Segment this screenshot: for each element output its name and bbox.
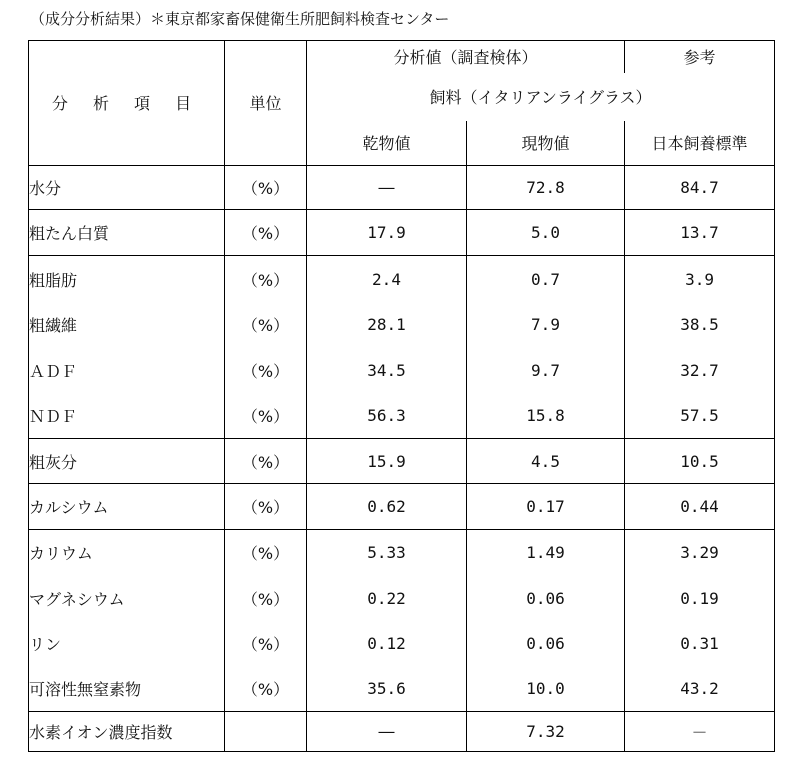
table-row (29, 529, 775, 575)
header-analysis-value: 分析値（調査検体） (307, 41, 625, 73)
row-name: カリウム (29, 529, 225, 575)
table-caption: （成分分析結果）＊東京都家畜保健衛生所肥飼料検査センター (30, 10, 450, 28)
row-actual: 4.5 (467, 439, 625, 484)
header-reference: 参考 (625, 41, 775, 73)
row-name: リン (29, 621, 225, 666)
row-unit: （%） (225, 393, 307, 438)
row-actual: 7.32 (467, 711, 625, 751)
row-std: 0.44 (625, 484, 775, 529)
header-dry: 乾物値 (307, 121, 467, 165)
row-unit: （%） (225, 529, 307, 575)
table-row (29, 302, 775, 347)
row-std: 3.9 (625, 256, 775, 302)
row-dry: 5.33 (307, 529, 467, 575)
row-name: マグネシウム (29, 575, 225, 620)
row-dry: 15.9 (307, 439, 467, 484)
row-name: ＮＤＦ (29, 393, 225, 438)
table-row (29, 484, 775, 529)
row-unit: （%） (225, 666, 307, 711)
row-actual: 0.06 (467, 621, 625, 666)
header-row-1 (29, 41, 775, 73)
row-name: 粗繊維 (29, 302, 225, 347)
row-dry: ― (307, 711, 467, 751)
row-actual: 0.06 (467, 575, 625, 620)
row-std: 32.7 (625, 347, 775, 393)
table-row (29, 575, 775, 620)
row-std: － (625, 711, 775, 751)
row-name: 可溶性無窒素物 (29, 666, 225, 711)
row-unit: （%） (225, 256, 307, 302)
table-row (29, 165, 775, 209)
row-dry: 56.3 (307, 393, 467, 438)
row-dry: 34.5 (307, 347, 467, 393)
row-dry: ― (307, 165, 467, 209)
row-name: 水素イオン濃度指数 (29, 711, 225, 751)
row-std: 13.7 (625, 209, 775, 255)
row-unit: （%） (225, 302, 307, 347)
header-standard: 日本飼養標準 (625, 121, 775, 165)
table-row (29, 439, 775, 484)
row-name: 水分 (29, 165, 225, 209)
row-std: 0.31 (625, 621, 775, 666)
row-unit: （%） (225, 439, 307, 484)
row-actual: 0.7 (467, 256, 625, 302)
table-row (29, 209, 775, 255)
header-unit: 単位 (225, 41, 307, 166)
row-actual: 1.49 (467, 529, 625, 575)
row-name: 粗たん白質 (29, 209, 225, 255)
row-std: 43.2 (625, 666, 775, 711)
table-row (29, 711, 775, 751)
row-dry: 2.4 (307, 256, 467, 302)
analysis-table (28, 40, 775, 752)
row-name: 粗灰分 (29, 439, 225, 484)
row-std: 0.19 (625, 575, 775, 620)
row-dry: 0.12 (307, 621, 467, 666)
row-actual: 9.7 (467, 347, 625, 393)
row-dry: 0.22 (307, 575, 467, 620)
row-std: 3.29 (625, 529, 775, 575)
table-row (29, 393, 775, 438)
row-actual: 0.17 (467, 484, 625, 529)
header-actual: 現物値 (467, 121, 625, 165)
row-std: 10.5 (625, 439, 775, 484)
row-unit (225, 711, 307, 751)
header-item: 分 析 項 目 (29, 41, 225, 166)
row-std: 57.5 (625, 393, 775, 438)
table-row (29, 621, 775, 666)
row-unit: （%） (225, 575, 307, 620)
row-unit: （%） (225, 484, 307, 529)
table-row (29, 347, 775, 393)
row-actual: 15.8 (467, 393, 625, 438)
row-name: 粗脂肪 (29, 256, 225, 302)
row-unit: （%） (225, 165, 307, 209)
row-unit: （%） (225, 209, 307, 255)
row-actual: 5.0 (467, 209, 625, 255)
row-std: 38.5 (625, 302, 775, 347)
row-dry: 28.1 (307, 302, 467, 347)
row-actual: 10.0 (467, 666, 625, 711)
row-name: カルシウム (29, 484, 225, 529)
row-unit: （%） (225, 621, 307, 666)
row-unit: （%） (225, 347, 307, 393)
row-actual: 72.8 (467, 165, 625, 209)
row-actual: 7.9 (467, 302, 625, 347)
row-dry: 35.6 (307, 666, 467, 711)
row-name: ＡＤＦ (29, 347, 225, 393)
header-feed: 飼料（イタリアンライグラス） (307, 73, 775, 121)
table-row (29, 666, 775, 711)
table-row (29, 256, 775, 302)
row-dry: 17.9 (307, 209, 467, 255)
row-dry: 0.62 (307, 484, 467, 529)
row-std: 84.7 (625, 165, 775, 209)
